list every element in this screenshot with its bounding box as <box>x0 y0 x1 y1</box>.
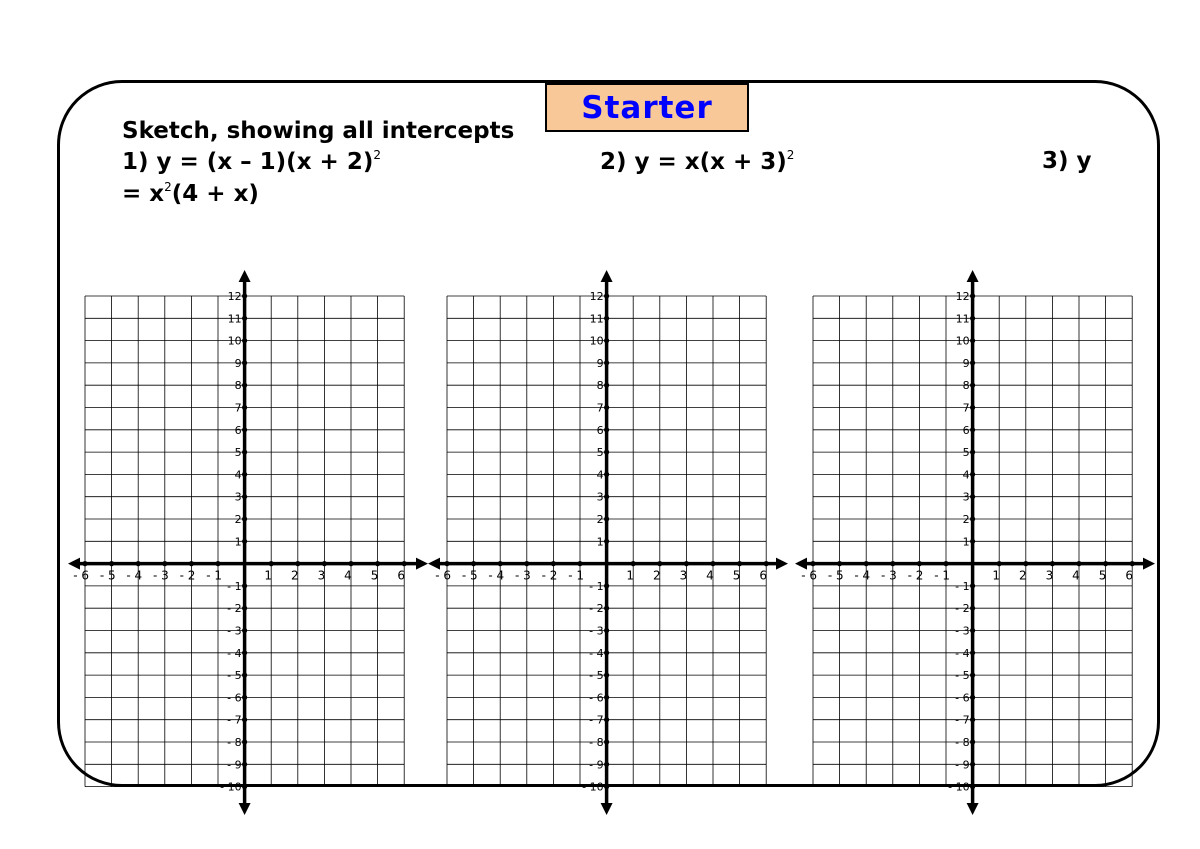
x-tick-label: - 3 <box>153 568 169 583</box>
y-tick-mark <box>970 583 975 588</box>
x-tick-label: - 5 <box>461 568 478 583</box>
y-tick-mark <box>604 338 609 343</box>
x-tick-mark <box>1103 561 1108 566</box>
x-tick-label: 3 <box>317 568 326 583</box>
y-tick-mark <box>242 360 247 365</box>
y-tick-label: 1 <box>596 535 604 549</box>
y-tick-label: 10 <box>955 334 970 348</box>
x-tick-label: - 4 <box>854 568 871 583</box>
y-tick-label: - 1 <box>227 579 242 593</box>
y-tick-label: 11 <box>955 312 970 326</box>
y-tick-mark <box>604 494 609 499</box>
y-tick-mark <box>242 338 247 343</box>
x-tick-label: 5 <box>732 568 741 583</box>
x-tick-mark <box>943 561 948 566</box>
y-tick-label: - 1 <box>955 579 970 593</box>
question-2-number: 2) <box>600 149 627 175</box>
y-tick-label: 9 <box>962 356 970 370</box>
y-tick-mark <box>970 427 975 432</box>
y-tick-label: 8 <box>596 379 604 393</box>
y-tick-mark <box>242 784 247 789</box>
y-tick-label: 4 <box>234 468 242 482</box>
y-tick-mark <box>242 427 247 432</box>
y-tick-mark <box>242 293 247 298</box>
y-tick-label: - 3 <box>955 624 970 638</box>
x-tick-label: - 3 <box>515 568 531 583</box>
y-tick-label: 4 <box>962 468 970 482</box>
y-tick-mark <box>242 717 247 722</box>
x-tick-mark <box>737 561 742 566</box>
y-tick-mark <box>604 516 609 521</box>
y-tick-mark <box>242 695 247 700</box>
x-tick-mark <box>864 561 869 566</box>
y-tick-label: - 4 <box>955 646 970 660</box>
y-tick-label: 11 <box>589 312 604 326</box>
y-tick-mark <box>970 360 975 365</box>
y-tick-label: 3 <box>596 490 604 504</box>
x-axis-arrow-right <box>776 558 788 570</box>
y-tick-label: 8 <box>234 379 242 393</box>
y-tick-label: 8 <box>962 379 970 393</box>
y-tick-label: 5 <box>962 446 970 460</box>
y-tick-label: - 8 <box>589 736 604 749</box>
y-tick-mark <box>242 762 247 767</box>
y-tick-mark <box>970 316 975 321</box>
question-2-exponent: 2 <box>786 148 795 162</box>
y-tick-mark <box>970 650 975 655</box>
x-tick-label: 2 <box>1018 568 1027 583</box>
y-tick-label: 9 <box>596 356 604 370</box>
y-tick-label: 2 <box>234 513 242 526</box>
y-tick-mark <box>604 650 609 655</box>
y-tick-label: - 6 <box>589 691 604 705</box>
x-tick-mark <box>890 561 895 566</box>
y-tick-mark <box>970 739 975 744</box>
y-tick-label: 6 <box>234 423 242 437</box>
y-tick-mark <box>970 293 975 298</box>
x-tick-label: 3 <box>679 568 688 583</box>
y-tick-label: - 2 <box>589 602 604 616</box>
y-tick-mark <box>242 606 247 611</box>
question-3-equation-line2b: (4 + x) <box>171 181 259 207</box>
y-tick-mark <box>604 472 609 477</box>
starter-title-box <box>545 83 749 132</box>
y-tick-mark <box>970 405 975 410</box>
x-tick-label: 1 <box>992 568 1001 583</box>
x-tick-mark <box>162 561 167 566</box>
starter-title: Starter <box>581 89 713 126</box>
y-tick-label: - 10 <box>582 780 604 794</box>
y-axis-arrow-up <box>601 270 613 282</box>
y-tick-mark <box>604 405 609 410</box>
y-tick-label: 3 <box>962 490 970 504</box>
y-tick-label: 11 <box>227 312 242 326</box>
question-1 <box>122 148 381 175</box>
y-tick-label: 10 <box>589 334 604 348</box>
y-tick-label: - 4 <box>589 646 604 660</box>
y-tick-label: - 7 <box>955 713 970 727</box>
x-tick-mark <box>189 561 194 566</box>
y-tick-mark <box>242 450 247 455</box>
x-tick-mark <box>837 561 842 566</box>
x-tick-label: - 6 <box>435 568 451 583</box>
y-tick-mark <box>242 405 247 410</box>
y-tick-label: - 7 <box>589 713 604 727</box>
y-tick-label: 4 <box>596 468 604 482</box>
question-1-equation: y = (x – 1)(x + 2) <box>156 149 374 175</box>
y-axis-arrow-up <box>239 270 251 282</box>
x-tick-mark <box>1050 561 1055 566</box>
question-3-continued <box>122 180 259 207</box>
y-tick-mark <box>604 539 609 544</box>
y-tick-label: - 9 <box>227 758 242 772</box>
x-tick-mark <box>631 561 636 566</box>
x-tick-mark <box>524 561 529 566</box>
x-tick-mark <box>684 561 689 566</box>
y-tick-label: 1 <box>962 535 970 549</box>
y-tick-mark <box>242 539 247 544</box>
y-tick-mark <box>604 293 609 298</box>
x-tick-label: 6 <box>397 568 406 583</box>
y-tick-mark <box>604 784 609 789</box>
y-tick-mark <box>604 606 609 611</box>
question-2-equation: y = x(x + 3) <box>634 149 787 175</box>
y-tick-mark <box>242 650 247 655</box>
y-tick-mark <box>604 360 609 365</box>
axes <box>68 270 428 815</box>
y-tick-mark <box>604 695 609 700</box>
x-tick-label: 5 <box>1098 568 1107 583</box>
y-tick-mark <box>970 494 975 499</box>
y-tick-label: 2 <box>596 513 604 526</box>
y-tick-label: 1 <box>234 535 242 549</box>
x-tick-mark <box>764 561 769 566</box>
x-tick-label: - 2 <box>541 568 558 583</box>
y-tick-label: 2 <box>962 513 970 526</box>
y-tick-label: - 4 <box>227 646 242 660</box>
y-tick-mark <box>242 383 247 388</box>
x-tick-mark <box>348 561 353 566</box>
y-tick-mark <box>970 383 975 388</box>
x-tick-label: - 5 <box>827 568 844 583</box>
y-tick-label: - 7 <box>227 713 242 727</box>
x-tick-label: 1 <box>626 568 635 583</box>
y-tick-label: 6 <box>962 423 970 437</box>
y-tick-mark <box>242 583 247 588</box>
x-tick-mark <box>577 561 582 566</box>
y-axis-arrow-down <box>967 803 979 815</box>
x-tick-label: 1 <box>264 568 273 583</box>
y-tick-label: 6 <box>596 423 604 437</box>
question-2 <box>600 148 794 175</box>
x-tick-label: 4 <box>1072 568 1080 583</box>
x-tick-label: 2 <box>652 568 661 583</box>
question-1-exponent: 2 <box>373 148 381 162</box>
x-tick-label: 6 <box>759 568 768 583</box>
y-axis-arrow-down <box>239 803 251 815</box>
y-tick-label: - 1 <box>589 579 604 593</box>
x-tick-mark <box>710 561 715 566</box>
y-tick-label: 10 <box>227 334 242 348</box>
x-tick-label: - 6 <box>801 568 817 583</box>
x-tick-mark <box>917 561 922 566</box>
x-tick-label: 4 <box>706 568 714 583</box>
y-tick-mark <box>242 673 247 678</box>
y-tick-label: - 2 <box>955 602 970 616</box>
y-tick-label: - 9 <box>589 758 604 772</box>
coordinate-grid-3 <box>795 270 1155 815</box>
y-tick-mark <box>604 583 609 588</box>
y-tick-mark <box>970 606 975 611</box>
y-tick-mark <box>604 673 609 678</box>
x-tick-label: - 2 <box>179 568 196 583</box>
x-tick-mark <box>295 561 300 566</box>
y-tick-mark <box>242 316 247 321</box>
y-axis-arrow-up <box>967 270 979 282</box>
y-tick-mark <box>242 516 247 521</box>
coordinate-grid-2 <box>428 270 788 815</box>
x-tick-mark <box>657 561 662 566</box>
y-tick-label: - 10 <box>220 780 242 794</box>
y-tick-mark <box>970 717 975 722</box>
y-tick-label: - 8 <box>227 736 242 749</box>
x-tick-label: - 4 <box>126 568 143 583</box>
y-tick-mark <box>242 472 247 477</box>
y-tick-label: 12 <box>955 290 970 303</box>
x-tick-mark <box>1130 561 1135 566</box>
x-tick-mark <box>444 561 449 566</box>
x-tick-label: - 5 <box>99 568 116 583</box>
x-tick-label: 4 <box>344 568 352 583</box>
y-tick-mark <box>242 494 247 499</box>
x-tick-mark <box>810 561 815 566</box>
x-tick-mark <box>997 561 1002 566</box>
x-tick-label: 2 <box>290 568 299 583</box>
x-tick-mark <box>1023 561 1028 566</box>
x-tick-mark <box>498 561 503 566</box>
x-tick-label: - 3 <box>881 568 897 583</box>
x-tick-mark <box>136 561 141 566</box>
y-tick-label: - 10 <box>948 780 970 794</box>
y-tick-mark <box>970 516 975 521</box>
x-tick-label: - 4 <box>488 568 505 583</box>
x-tick-mark <box>551 561 556 566</box>
question-3-equation-line2a: = x <box>122 181 165 207</box>
y-tick-label: 5 <box>234 446 242 460</box>
x-tick-label: - 1 <box>206 568 222 583</box>
x-tick-mark <box>82 561 87 566</box>
axes <box>795 270 1155 815</box>
x-tick-label: - 1 <box>568 568 584 583</box>
y-tick-mark <box>970 695 975 700</box>
y-tick-label: - 2 <box>227 602 242 616</box>
y-tick-mark <box>970 338 975 343</box>
y-tick-mark <box>604 628 609 633</box>
y-tick-mark <box>242 628 247 633</box>
y-tick-label: 7 <box>596 401 604 415</box>
y-tick-label: 3 <box>234 490 242 504</box>
question-3-equation-line1: y <box>1076 148 1092 174</box>
instructions-text: Sketch, showing all intercepts <box>122 118 515 144</box>
y-tick-mark <box>604 717 609 722</box>
y-tick-mark <box>604 316 609 321</box>
y-tick-mark <box>604 383 609 388</box>
y-tick-label: 7 <box>962 401 970 415</box>
y-tick-mark <box>970 450 975 455</box>
question-3-number: 3) <box>1042 148 1069 174</box>
y-tick-label: 12 <box>589 290 604 303</box>
question-1-number: 1) <box>122 149 149 175</box>
y-tick-label: 12 <box>227 290 242 303</box>
x-tick-label: 5 <box>370 568 379 583</box>
x-axis-arrow-right <box>1143 558 1155 570</box>
x-tick-mark <box>215 561 220 566</box>
y-tick-label: - 8 <box>955 736 970 749</box>
y-tick-mark <box>970 628 975 633</box>
y-tick-mark <box>242 739 247 744</box>
x-tick-label: 6 <box>1125 568 1134 583</box>
y-tick-label: - 9 <box>955 758 970 772</box>
y-tick-mark <box>970 472 975 477</box>
x-tick-label: 3 <box>1045 568 1054 583</box>
y-tick-mark <box>970 762 975 767</box>
y-tick-label: - 3 <box>227 624 242 638</box>
y-tick-mark <box>970 673 975 678</box>
x-tick-mark <box>322 561 327 566</box>
x-tick-mark <box>402 561 407 566</box>
x-axis-arrow-right <box>416 558 428 570</box>
y-tick-label: 9 <box>234 356 242 370</box>
y-tick-label: - 6 <box>955 691 970 705</box>
x-tick-label: - 2 <box>907 568 924 583</box>
y-tick-label: 5 <box>596 446 604 460</box>
x-tick-label: - 1 <box>934 568 950 583</box>
y-tick-label: 7 <box>234 401 242 415</box>
x-tick-mark <box>269 561 274 566</box>
y-tick-mark <box>604 427 609 432</box>
y-tick-label: - 5 <box>227 669 242 683</box>
y-tick-mark <box>604 762 609 767</box>
question-3 <box>1042 148 1092 174</box>
question-3-exponent: 2 <box>164 180 172 194</box>
x-tick-mark <box>375 561 380 566</box>
x-tick-mark <box>471 561 476 566</box>
y-tick-mark <box>604 739 609 744</box>
coordinate-grid-1 <box>68 270 428 815</box>
y-tick-label: - 3 <box>589 624 604 638</box>
y-axis-arrow-down <box>601 803 613 815</box>
y-tick-label: - 6 <box>227 691 242 705</box>
y-tick-label: - 5 <box>589 669 604 683</box>
y-tick-label: - 5 <box>955 669 970 683</box>
x-tick-mark <box>1076 561 1081 566</box>
x-tick-label: - 6 <box>73 568 89 583</box>
y-tick-mark <box>970 539 975 544</box>
y-tick-mark <box>970 784 975 789</box>
x-tick-mark <box>109 561 114 566</box>
y-tick-mark <box>604 450 609 455</box>
